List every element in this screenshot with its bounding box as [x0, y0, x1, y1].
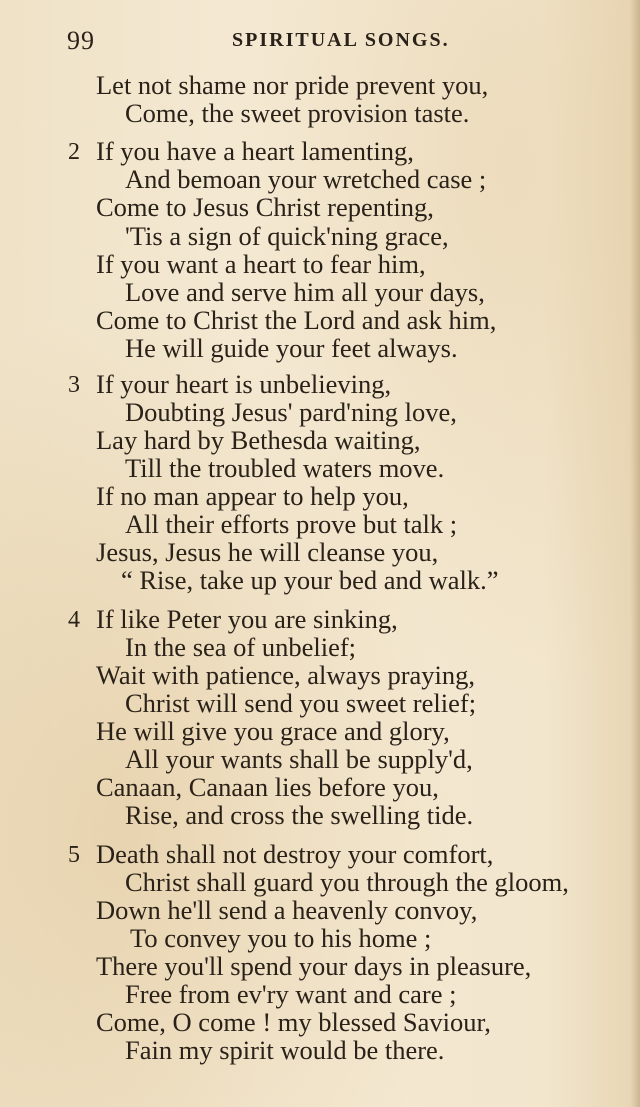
- stanza-5-line-8: Fain my spirit would be there.: [125, 1035, 445, 1065]
- stanza-4-line-2: In the sea of unbelief;: [125, 632, 357, 662]
- stanza-2-line-6: Love and serve him all your days,: [125, 277, 485, 307]
- stanza-3-line-5: If no man appear to help you,: [96, 481, 409, 511]
- running-title: SPIRITUAL SONGS.: [232, 29, 450, 51]
- stanza-2-line-3: Come to Jesus Christ repenting,: [96, 192, 434, 222]
- stanza-5-line-2: Christ shall guard you through the gloom,: [125, 867, 569, 897]
- stanza-2-line-5: If you want a heart to fear him,: [96, 249, 426, 279]
- stanza-1-line-2: Come, the sweet provision taste.: [125, 98, 470, 128]
- stanza-4-line-1: If like Peter you are sinking,: [96, 604, 398, 634]
- stanza-2-line-7: Come to Christ the Lord and ask him,: [96, 305, 497, 335]
- stanza-3-line-6: All their efforts prove but talk ;: [125, 509, 458, 539]
- stanza-5-line-1: Death shall not destroy your comfort,: [96, 839, 494, 869]
- stanza-4-number: 4: [68, 607, 80, 633]
- stanza-3-line-7: Jesus, Jesus he will cleanse you,: [96, 537, 439, 567]
- stanza-5-line-4: To convey you to his home ;: [130, 923, 432, 953]
- page-edge-shadow: [630, 0, 640, 1107]
- stanza-2-line-2: And bemoan your wretched case ;: [125, 164, 487, 194]
- stanza-1-line-1: Let not shame nor pride prevent you,: [96, 70, 489, 100]
- stanza-2-line-8: He will guide your feet always.: [125, 333, 458, 363]
- stanza-5-line-3: Down he'll send a heavenly convoy,: [96, 895, 478, 925]
- stanza-3-line-8: “ Rise, take up your bed and walk.”: [121, 565, 499, 595]
- stanza-2-line-4: 'Tis a sign of quick'ning grace,: [125, 221, 449, 251]
- stanza-5-line-7: Come, O come ! my blessed Saviour,: [96, 1007, 491, 1037]
- stanza-4-line-6: All your wants shall be supply'd,: [125, 744, 473, 774]
- stanza-4-line-4: Christ will send you sweet relief;: [125, 688, 477, 718]
- stanza-5-line-5: There you'll spend your days in pleasure,: [96, 951, 532, 981]
- stanza-3-line-1: If your heart is unbelieving,: [96, 369, 392, 399]
- stanza-3-number: 3: [68, 372, 80, 398]
- stanza-5-line-6: Free from ev'ry want and care ;: [125, 979, 457, 1009]
- stanza-2-number: 2: [68, 139, 80, 165]
- stanza-4-line-5: He will give you grace and glory,: [96, 716, 450, 746]
- stanza-4-line-7: Canaan, Canaan lies before you,: [96, 772, 439, 802]
- stanza-4-line-8: Rise, and cross the swelling tide.: [125, 800, 474, 830]
- stanza-3-line-3: Lay hard by Bethesda waiting,: [96, 425, 421, 455]
- stanza-5-number: 5: [68, 842, 80, 868]
- stanza-2-line-1: If you have a heart lamenting,: [96, 136, 414, 166]
- stanza-4-line-3: Wait with patience, always praying,: [96, 660, 476, 690]
- stanza-3-line-4: Till the troubled waters move.: [125, 453, 445, 483]
- page-number: 99: [67, 26, 95, 55]
- stanza-3-line-2: Doubting Jesus' pard'ning love,: [125, 397, 457, 427]
